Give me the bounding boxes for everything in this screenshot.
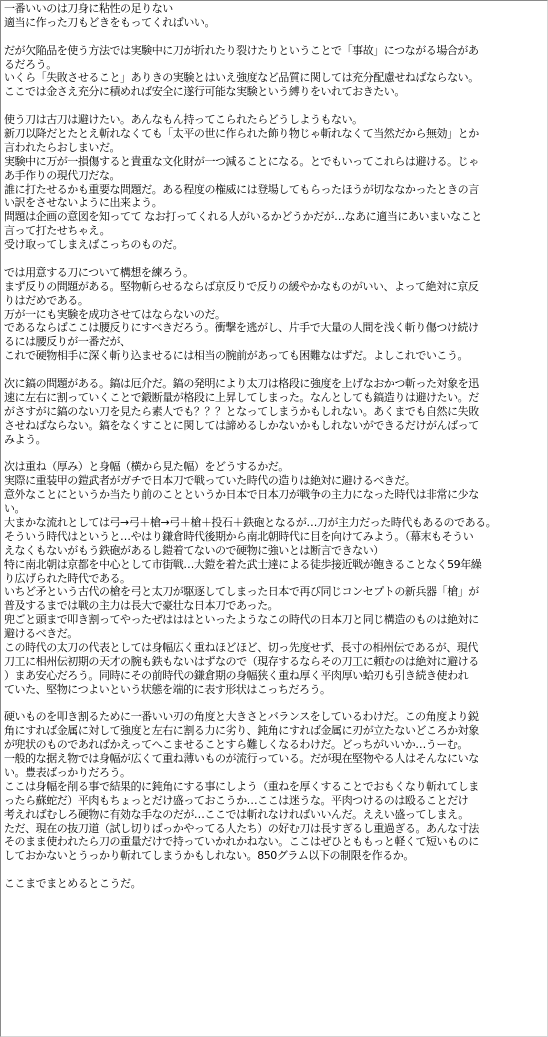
text-line: 新刀以降だとたとえ斬れなくても「太平の世に作られた飾り物じゃ斬れなくて当然だから無効」とか [4,127,479,141]
paragraph [4,377,544,446]
text-line: 大まかな流れとしては弓→弓＋槍→弓＋槍＋投石＋鉄砲となるが…刀が主力だった時代もあるのである。 [4,515,497,529]
text-line: まず反りの問題がある。堅物斬らせるならば京反りで反りの緩やかなものがいい、よって絶対に京反 [4,279,479,293]
text-line: では用意する刀について構想を練ろう。 [4,265,194,279]
text-line: 一般的な据え物では身幅が広くて重ね薄いものが流行っている。だが現在堅物やる人はそんなにいな [4,752,479,766]
paragraph [4,710,544,863]
text-line: 速に左右に割っていくことで鍛断量が格段に上昇してしまった。なんとしても鎬造りは避けたい。だ [4,390,479,404]
text-line: 特に南北朝は京都を中心として市街戦…大鎧を着た武士達による徒歩接近戦が飽きることなく59年繰 [4,557,482,571]
text-line: 次に鎬の問題がある。鎬は厄介だ。鎬の発明により太刀は格段に強度を上げなおかつ斬った対象を迅 [4,377,479,391]
text-line: いくら「失敗させること」ありきの実験とはいえ強度など品質に関しては充分配慮せねばならない。 [4,71,479,85]
text-line: 言って打たせちゃえ。 [4,224,111,238]
text-line: 使う刀は古刀は避けたい。あんなもん持ってこられたらどうしようもない。 [4,113,363,127]
text-line: ていた、堅物につよいという状態を端的に表す形状はこっちだろう。 [4,682,331,696]
text-line: ったら蘇蛇だ）平肉もちょっとだけ盛っておこうか…ここは迷うな。平肉つけるのは殴ることだけ [4,793,469,807]
text-line: あ手作りの現代刀だな。 [4,168,121,182]
text-line: 言われたらおしまいだ。 [4,140,121,154]
text-line: 角にすれば金属に対して強度と左右に割る力に劣り、鈍角にすれば金属に刃が立たないどころか対象 [4,724,479,738]
text-line: そのまま使われたら刀の重量だけで持っていかれかねない。ここはぜひとももっと軽くて短いものに [4,835,479,849]
text-line: 考えればむしろ硬物に有効な手なのだが…ここでは斬れなければいいんだ。ええい盛ってしまえ。 [4,807,469,821]
text-line: しておかないとうっかり斬れてしまうかもしれない。850グラム以下の制限を作るか。 [4,849,414,863]
text-line: させねばならない。鎬をなくすことに関しては諦めるしかないかもしれないができるだけがんばって [4,418,479,432]
text-line: 硬いものを叩き割るために一番いい刃の角度と大きさとバランスをしているわけだ。この角度より鋭 [4,710,479,724]
text-line: がさすがに鎬のない刀を見たら素人でも？？？となってしまうかもしれない。あくまでも自然に失敗 [4,404,479,418]
text-line: 次は重ね（厚み）と身幅（横から見た幅）をどうするかだ。 [4,460,289,474]
text-line: るだろう。 [4,57,57,71]
paragraph [4,460,544,696]
paragraph [4,266,544,363]
text-line: ここは身幅を削る事で結果的に鈍角にする事にしよう（重ねを厚くすることでおもくなり斬れてしま [4,779,479,793]
text-line: ただ、現在の抜刀道（試し切りばっかやってる人たち）の好む刀は長すぎるし重過ぎる。あんな寸法 [4,821,479,835]
document-body [4,2,544,891]
paragraph [4,113,544,252]
paragraph-gap [4,99,544,113]
text-line: い。 [4,502,26,516]
text-line: 万が一にも実験を成功させてはならないのだ。 [4,307,226,321]
paragraph-gap [4,30,544,44]
paragraph-gap [4,252,544,266]
text-line: 適当に作った刀もどきをもってくればいい。 [4,15,215,29]
text-line: 避けるべきだ。 [4,627,78,641]
text-line: 問題は企画の意図を知ってて なお打ってくれる人がいるかどうかだが…なあに適当にあいまいなこと [4,210,482,224]
text-line: りはだめである。 [4,293,89,307]
text-line: 実験中に万が一損傷すると貴重な文化財が一つ減ることになる。とでもいってこれらは避ける。じゃ [4,154,479,168]
paragraph-gap [4,863,544,877]
text-line: いちど矛という古代の槍を弓と太刀が駆逐してしまった日本で再び同じコンセプトの新兵器「槍」が [4,585,479,599]
text-line: だが欠陥品を使う方法では実験中に刀が折れたり裂けたりということで「事故」につながる場合があ [4,43,479,57]
text-line: 刀工に相州伝初期の天才の腕も鉄もないはずなので（現存するならその刀工に頼むのは絶対に避ける [4,654,479,668]
text-line: り広げられた時代である。 [4,571,131,585]
text-line: 誰に打たせるかも重要な問題だ。ある程度の権威には登場してもらったほうが切ななかったときの言 [4,182,479,196]
paragraph [4,2,544,30]
text-line: 普及するまでは戦の主力は長大で豪壮な日本刀であった。 [4,599,279,613]
text-line: ここまでまとめるとこうだ。 [4,877,142,891]
text-line: ）まあ安心だろう。同時にその前時代の鎌倉期の身幅狭く重ね厚く平肉厚い蛤刃も引き続き使われ [4,668,469,682]
paragraph-gap [4,447,544,461]
paragraph-gap [4,697,544,711]
text-line: そういう時代はというと…やはり鎌倉時代後期から南北朝時代に目を向けてみよう。（幕末もそうい [4,529,474,543]
text-line: 一番いいのは刀身に粘性の足りない [4,2,173,15]
text-line: ここでは金さえ充分に積めれば安全に遂行可能な実験という縛りをいれておきたい。 [4,85,405,99]
paragraph-gap [4,363,544,377]
text-line: これで硬物相手に深く斬り込ませるには相当の腕前があっても困難なはずだ。よしこれでいこう。 [4,349,469,363]
text-line: 兜ごと頭まで叩き割ってやったぜはははといったようなこの時代の日本刀と同じ構造のものは絶対に [4,613,479,627]
text-line: 意外なことにというか当たり前のことというか日本で日本刀が戦争の主力になった時代は非常に少な [4,488,479,502]
text-line: みよう。 [4,432,47,446]
paragraph [4,877,544,891]
text-line: この時代の太刀の代表としては身幅広く重ねほどほど、切っ先度せず、長寸の相州伝であるが、現代 [4,640,478,654]
text-line: であるならばここは腰反りにすべきだろう。衝撃を逃がし、片手で大量の人間を浅く斬り傷つけ続け [4,321,479,335]
text-line: い訳をさせないように出来よう。 [4,196,163,210]
text-line: 受け取ってしまえばこっちのものだ。 [4,238,184,252]
paragraph [4,44,544,100]
text-line: が兜状のものであればかえってへこませることすら難しくなるわけだ。どっちがいいか…うーむ。 [4,738,468,752]
text-line: るには腰反りが一番だが、 [4,335,131,349]
text-line: 実際に重装甲の鎧武者がガチで日本刀で戦っていた時代の造りは絶対に避けるべきだ。 [4,474,416,488]
text-line: い。豊表ばっかりだろう。 [4,765,131,779]
text-line: えなくもないがもう鉄砲があるし鎧着てないので硬物に強いとは断言できない） [4,543,384,557]
